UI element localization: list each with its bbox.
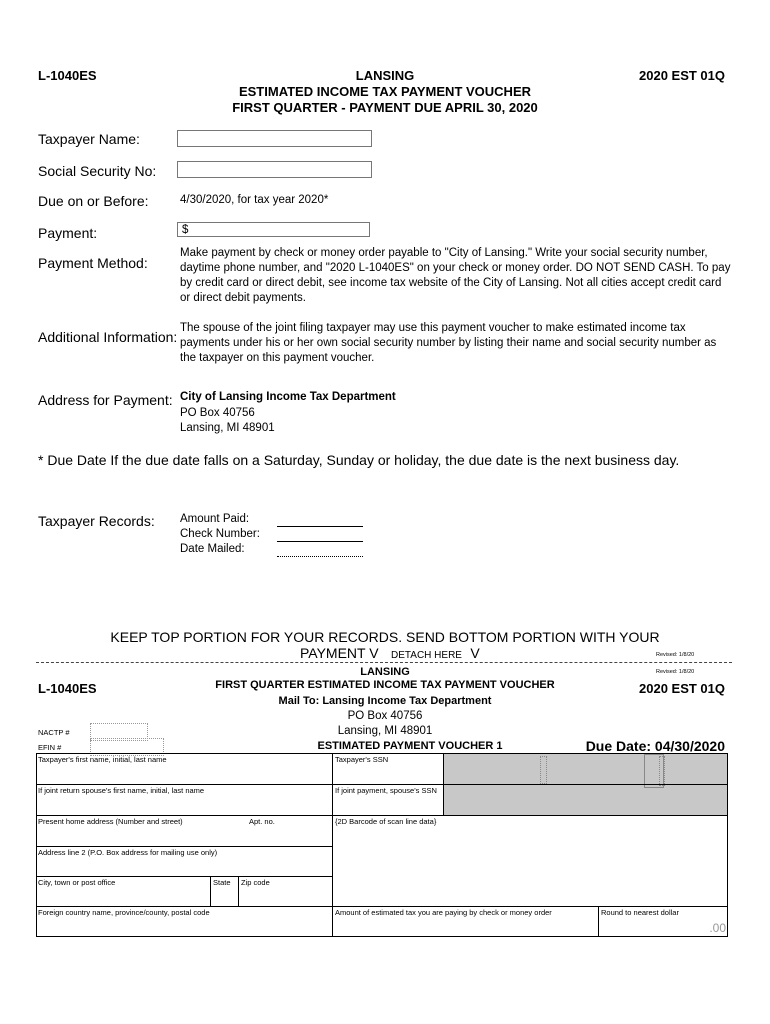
address-line2: PO Box 40756 [180,407,255,419]
nactp-label: NACTP # [38,728,70,737]
grid-col-line [238,876,239,906]
efin-label: EFIN # [38,743,62,752]
cut-line [36,662,732,663]
detach-arrow-v: V [470,645,480,661]
foreign-cell[interactable]: Foreign country name, province/county, postal code [38,908,210,917]
method-text: Make payment by check or money order payable to "City of Lansing." Write your social security number, daytime phone number, and "2020 L-1040ES" on your check or money order. DO NOT SEND CASH. To pay by credit card or direct debit, see income tax website of the City of Lansing. Not all cities accept credit card or direct debit payments. [180,247,731,304]
date-mailed-label: Date Mailed: [180,543,245,555]
additional-text: The spouse of the joint filing taxpayer may use this payment voucher to make estimated income tax payments under his or her own social security number by listing their name and social security number as the taxpayer on this payment voucher. [180,322,717,364]
grid-row-line [36,876,332,877]
state-cell[interactable]: State [213,878,231,887]
date-mailed-line[interactable] [277,542,363,557]
cents-value: .00 [709,921,726,935]
voucher-mail-to: Mail To: Lansing Income Tax Department [278,695,492,707]
year-code: 2020 EST 01Q [639,68,725,83]
taxpayer-name-input[interactable] [177,130,372,147]
voucher-form-id: L-1040ES [38,681,97,696]
grid-row-line [36,784,728,785]
voucher-po-box: PO Box 40756 [347,710,423,722]
first-name-cell[interactable]: Taxpayer's first name, initial, last name [38,755,167,764]
keep-instruction: KEEP TOP PORTION FOR YOUR RECORDS. SEND BOTTOM PORTION WITH YOUR [110,629,660,645]
taxpayer-ssn-cell[interactable]: Taxpayer's SSN [335,755,389,764]
due-value: 4/30/2020, for tax year 2020* [180,194,329,206]
city-heading: LANSING [355,68,415,83]
voucher-year-code: 2020 EST 01Q [639,681,725,696]
additional-label: Additional Information: [38,329,178,345]
revised-top: Revised: 1/8/20 [656,652,695,658]
due-label: Due on or Before: [38,193,149,209]
method-label: Payment Method: [38,255,148,271]
payment-label: Payment: [38,225,98,241]
address-line3: Lansing, MI 48901 [180,422,275,434]
ssn-dotted-mark [540,756,547,784]
grid-row-line [36,815,728,816]
detach-line [300,645,480,663]
due-date-note: * Due Date If the due date falls on a Saturday, Sunday or holiday, the due date is the next business day. [38,452,680,468]
home-address-cell[interactable]: Present home address (Number and street) [38,817,183,826]
payment-input[interactable]: $ [177,222,370,237]
voucher-title: FIRST QUARTER ESTIMATED INCOME TAX PAYMENT VOUCHER [215,679,555,691]
taxpayer-name-label: Taxpayer Name: [38,131,140,147]
address-label: Address for Payment: [38,392,173,408]
grid-col-line [332,753,333,937]
apt-cell[interactable]: Apt. no. [249,817,275,826]
round-cell: Round to nearest dollar [601,908,679,917]
voucher-number: ESTIMATED PAYMENT VOUCHER 1 [317,740,503,752]
grid-col-line [598,906,599,937]
voucher-city: LANSING [360,666,410,678]
payment-address [180,390,396,436]
check-number-label: Check Number: [180,528,260,540]
zip-cell[interactable]: Zip code [241,878,270,887]
address-line2-cell[interactable]: Address line 2 (P.O. Box address for mailing use only) [38,848,218,857]
payment-v: PAYMENT V [300,645,379,661]
ssn-dotted-mark-2 [659,756,665,786]
voucher-revised: Revised: 1/8/20 [656,669,695,675]
amount-paid-line[interactable] [277,512,363,527]
form-title-block [150,68,620,116]
ssn-label: Social Security No: [38,163,157,179]
detach-here: DETACH HERE [391,650,462,661]
spouse-ssn-cell[interactable]: If joint payment, spouse's SSN [335,786,437,795]
records-label: Taxpayer Records: [38,513,155,529]
address-line1: City of Lansing Income Tax Department [180,391,396,403]
form-id: L-1040ES [38,68,97,83]
grid-row-line [36,906,728,907]
form-subtitle: FIRST QUARTER - PAYMENT DUE APRIL 30, 2020 [232,100,538,115]
check-number-line[interactable] [277,527,363,542]
grid-col-line [210,876,211,906]
city-town-cell[interactable]: City, town or post office [38,878,116,887]
grid-row-line [36,846,332,847]
amount-cell[interactable]: Amount of estimated tax you are paying by check or money order [335,908,552,917]
form-title: ESTIMATED INCOME TAX PAYMENT VOUCHER [238,84,532,99]
voucher-due-date: Due Date: 04/30/2020 [585,738,725,754]
spouse-name-cell[interactable]: If joint return spouse's first name, initial, last name [38,786,205,795]
barcode-cell: {2D Barcode of scan line data} [335,817,437,826]
grid-col-line [443,753,444,815]
ssn-input[interactable] [177,161,372,178]
voucher-city-state: Lansing, MI 48901 [337,725,433,737]
amount-paid-label: Amount Paid: [180,513,250,525]
